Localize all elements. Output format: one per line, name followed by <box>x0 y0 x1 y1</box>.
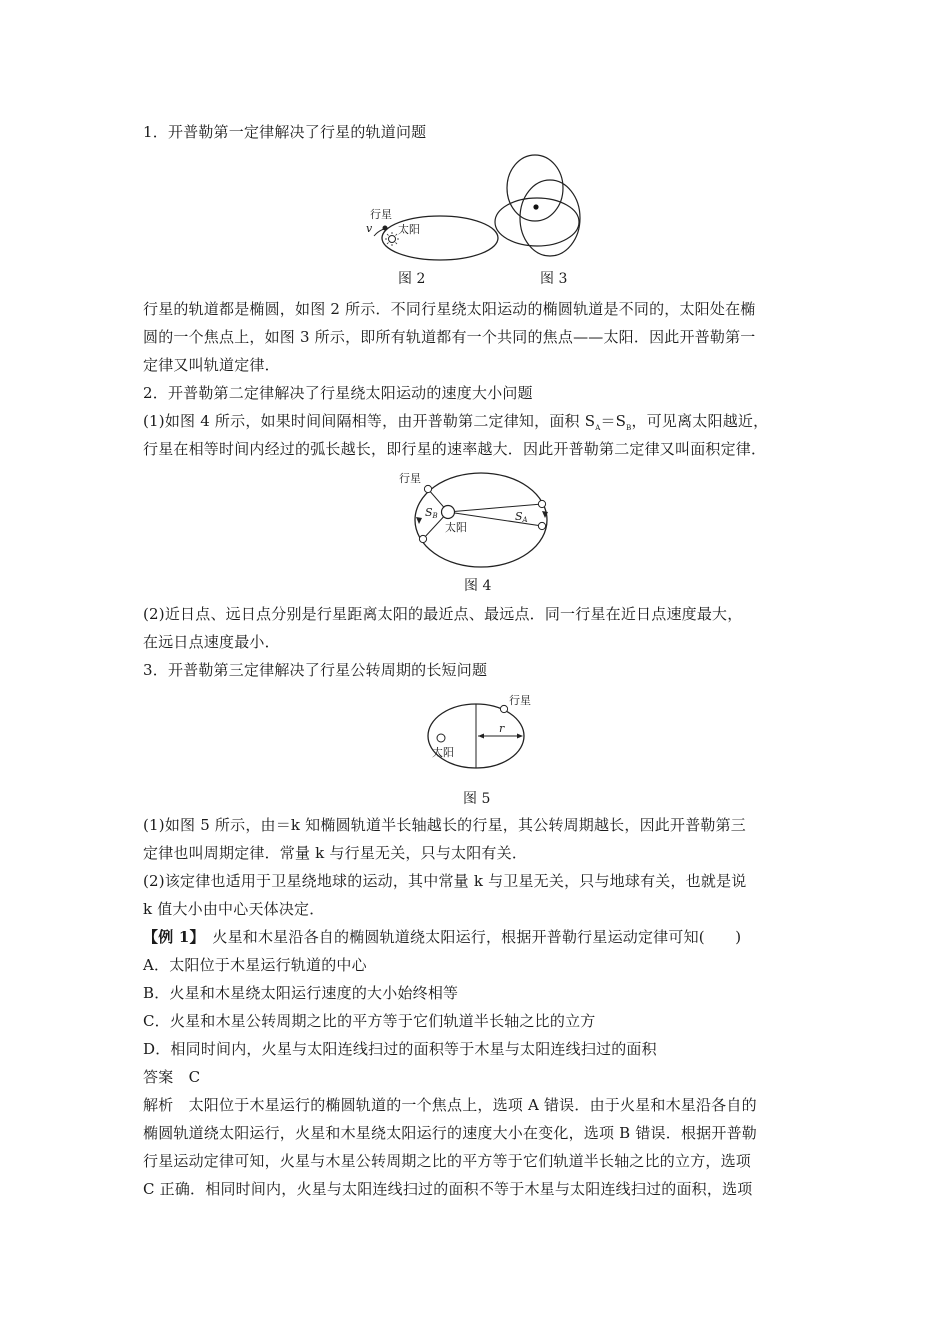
analysis-line: 行星运动定律可知，火星与木星公转周期之比的平方等于它们轨道半长轴之比的立方，选项 <box>143 1152 752 1170</box>
figure-5-period-law <box>420 690 540 775</box>
fig4-planet-label: 行星 <box>399 472 421 485</box>
section3-para1-line: (1)如图 5 所示，由＝k 知椭圆轨道半长轴越长的行星，其公转周期越长，因此开普勒第三 <box>143 816 746 834</box>
section2-para2-line: (2)近日点、远日点分别是行星距离太阳的最近点、最远点．同一行星在近日点速度最大， <box>143 605 743 623</box>
analysis-line: 椭圆轨道绕太阳运行，火星和木星绕太阳运行的速度大小在变化，选项 B 错误．根据开普勒 <box>143 1124 757 1142</box>
figure-2-caption: 图 2 <box>398 271 426 287</box>
sun-icon <box>385 232 399 246</box>
fig4-sun-label: 太阳 <box>445 521 467 534</box>
figure-3-caption: 图 3 <box>540 271 568 287</box>
fig5-r-label: r <box>499 722 505 735</box>
planet-circle <box>419 535 426 542</box>
figure-2-planet-orbit <box>360 200 510 270</box>
section3-para2-line: (2)该定律也适用于卫星绕地球的运动，其中常量 k 与卫星无关，只与地球有关，也就是说 <box>143 872 747 890</box>
example-tag: 【例 1】 <box>143 928 198 946</box>
para1-sub-a: A <box>595 424 601 432</box>
sun-circle <box>437 734 445 742</box>
fig5-planet-label: 行星 <box>509 694 531 707</box>
answer: 答案 C <box>143 1068 201 1086</box>
section1-para-line: 行星的轨道都是椭圆，如图 2 所示．不同行星绕太阳运动的椭圆轨道是不同的，太阳处在椭 <box>143 300 756 318</box>
planet-circle <box>538 500 545 507</box>
fig2-planet-label: 行星 <box>370 208 392 221</box>
section3-heading: 3．开普勒第三定律解决了行星公转周期的长短问题 <box>143 661 488 679</box>
option-d: D．相同时间内，火星与太阳连线扫过的面积等于木星与太阳连线扫过的面积 <box>143 1040 657 1058</box>
radius-line <box>448 504 542 512</box>
section2-para2-line: 在远日点速度最小． <box>143 633 280 651</box>
para1-eq: ＝S <box>600 412 627 430</box>
section3-para1-line: 定律也叫周期定律．常量 k 与行星无关，只与太阳有关． <box>143 844 528 862</box>
arrow-head-right <box>517 734 523 739</box>
fig2-sun-label: 太阳 <box>398 223 420 236</box>
example-question-text: 火星和木星沿各自的椭圆轨道绕太阳运行，根据开普勒行星运动定律可知( ) <box>197 928 742 946</box>
analysis-line: C 正确．相同时间内，火星与太阳连线扫过的面积不等于木星与太阳连线扫过的面积，选项 <box>143 1180 753 1198</box>
figure-4-area-law <box>395 466 565 574</box>
para1-text-a: (1)如图 4 所示，如果时间间隔相等，由开普勒第二定律知，面积 S <box>143 412 596 430</box>
example-question <box>143 926 741 948</box>
para1-sub-b: B <box>626 424 632 432</box>
para1-text-b: ，可见离太阳越近， <box>631 412 769 430</box>
sun-focus-dot <box>533 204 538 209</box>
direction-arrow <box>416 517 422 524</box>
option-c: C．火星和木星公转周期之比的平方等于它们轨道半长轴之比的立方 <box>143 1012 596 1030</box>
fig5-sun-label: 太阳 <box>432 746 454 759</box>
planet-circle <box>538 522 545 529</box>
planet-circle <box>424 485 431 492</box>
sun-circle <box>442 506 455 519</box>
fig4-sb-label: SB <box>425 506 438 520</box>
section2-para1-line: 行星在相等时间内经过的弧长越长，即行星的速率越大．因此开普勒第二定律又叫面积定律． <box>143 440 767 458</box>
figure-5-caption: 图 5 <box>463 791 491 807</box>
figure-3-shared-focus-orbits <box>492 150 592 268</box>
planet-circle <box>500 705 507 712</box>
section2-para1-line <box>143 410 768 439</box>
option-b: B．火星和木星绕太阳运行速度的大小始终相等 <box>143 984 459 1002</box>
section1-para-line: 圆的一个焦点上，如图 3 所示，即所有轨道都有一个共同的焦点——太阳．因此开普勒第一 <box>143 328 756 346</box>
option-a: A．太阳位于木星运行轨道的中心 <box>143 956 367 974</box>
fig2-velocity-label: v <box>366 222 373 235</box>
arrow-head-left <box>478 734 484 739</box>
orbit-ellipse-1 <box>507 155 563 221</box>
analysis-line: 解析 太阳位于木星运行的椭圆轨道的一个焦点上，选项 A 错误．由于火星和木星沿各自的 <box>143 1096 757 1114</box>
section1-para-line: 定律又叫轨道定律． <box>143 356 280 374</box>
fig4-sa-label: SA <box>515 510 528 524</box>
section3-para2-line: k 值大小由中心天体决定． <box>143 900 325 918</box>
figure-4-caption: 图 4 <box>464 578 492 594</box>
section1-heading: 1．开普勒第一定律解决了行星的轨道问题 <box>143 123 427 141</box>
section2-heading: 2．开普勒第二定律解决了行星绕太阳运动的速度大小问题 <box>143 384 533 402</box>
